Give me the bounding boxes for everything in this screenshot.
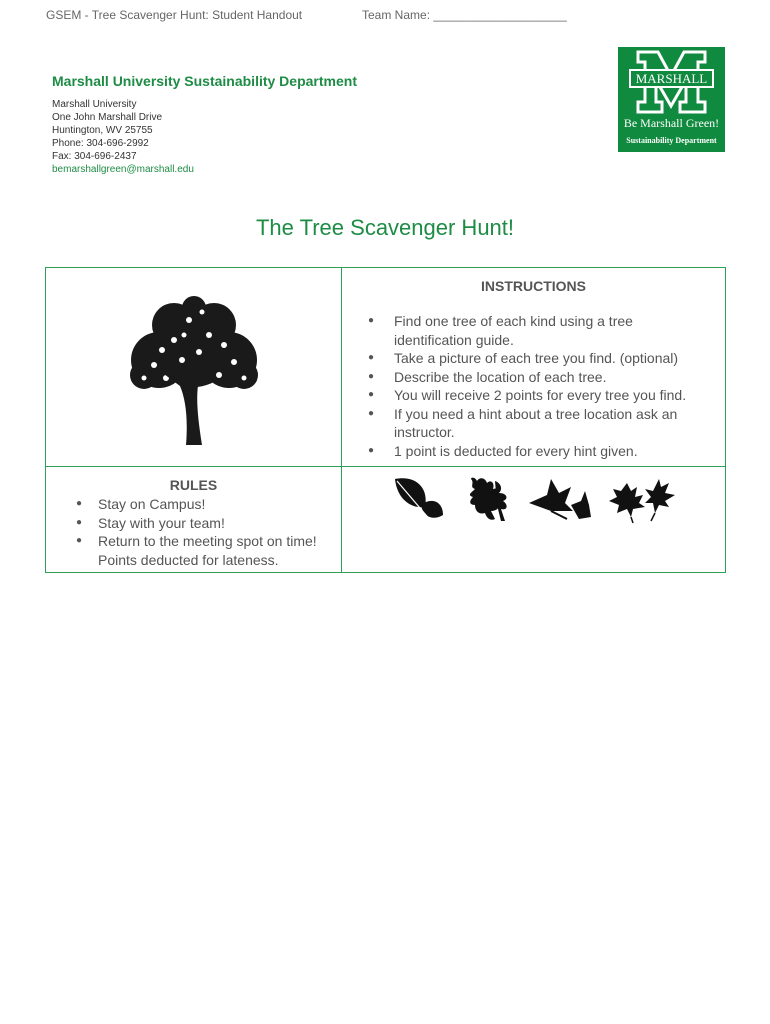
team-name-field: Team Name: ____________________ xyxy=(362,8,567,22)
contact-phone: Phone: 304-696-2992 xyxy=(52,138,149,149)
list-item: ● Stay on Campus! xyxy=(76,495,335,514)
contact-line: Marshall University xyxy=(52,99,137,110)
list-item: ● 1 point is deducted for every hint given. xyxy=(368,442,709,461)
instructions-heading: INSTRUCTIONS xyxy=(481,278,586,294)
oak-leaf-icon xyxy=(461,475,513,525)
list-item: ● Take a picture of each tree you find. (optional) xyxy=(368,349,709,368)
tree-image-cell xyxy=(46,268,342,467)
maple-leaf-icon xyxy=(607,475,677,525)
handout-table xyxy=(45,267,726,573)
logo-subtitle: Sustainability Department xyxy=(626,136,717,145)
logo-slogan: Be Marshall Green! xyxy=(623,116,720,130)
contact-line: Huntington, WV 25755 xyxy=(52,125,153,136)
tree-icon xyxy=(114,290,274,450)
leaf-icon xyxy=(391,475,447,525)
list-item: ● Find one tree of each kind using a tree identification guide. xyxy=(368,312,709,349)
contact-line: One John Marshall Drive xyxy=(52,112,163,123)
department-title: Marshall University Sustainability Department xyxy=(52,73,357,89)
list-item: ● Return to the meeting spot on time! Points deducted for lateness. xyxy=(76,532,335,569)
list-item: ● Describe the location of each tree. xyxy=(368,368,709,387)
logo-wordmark: MARSHALL xyxy=(635,71,708,86)
list-item: ● Stay with your team! xyxy=(76,514,335,533)
contact-fax: Fax: 304-696-2437 xyxy=(52,151,137,162)
ivy-leaf-icon xyxy=(527,475,593,525)
header-title: GSEM - Tree Scavenger Hunt: Student Handout xyxy=(46,8,303,22)
instructions-list xyxy=(342,312,725,460)
leaves-image-cell xyxy=(342,467,726,573)
contact-block xyxy=(52,98,194,176)
rules-cell xyxy=(46,467,342,573)
rules-heading: RULES xyxy=(169,477,218,493)
marshall-m-icon xyxy=(626,50,717,114)
instructions-cell xyxy=(342,268,726,467)
marshall-logo xyxy=(618,47,725,152)
list-item: ● If you need a hint about a tree location ask an instructor. xyxy=(368,405,709,442)
contact-email-link[interactable]: bemarshallgreen@marshall.edu xyxy=(52,164,194,175)
rules-list xyxy=(46,495,341,569)
list-item: ● You will receive 2 points for every tree you find. xyxy=(368,386,709,405)
page-title: The Tree Scavenger Hunt! xyxy=(255,215,515,240)
